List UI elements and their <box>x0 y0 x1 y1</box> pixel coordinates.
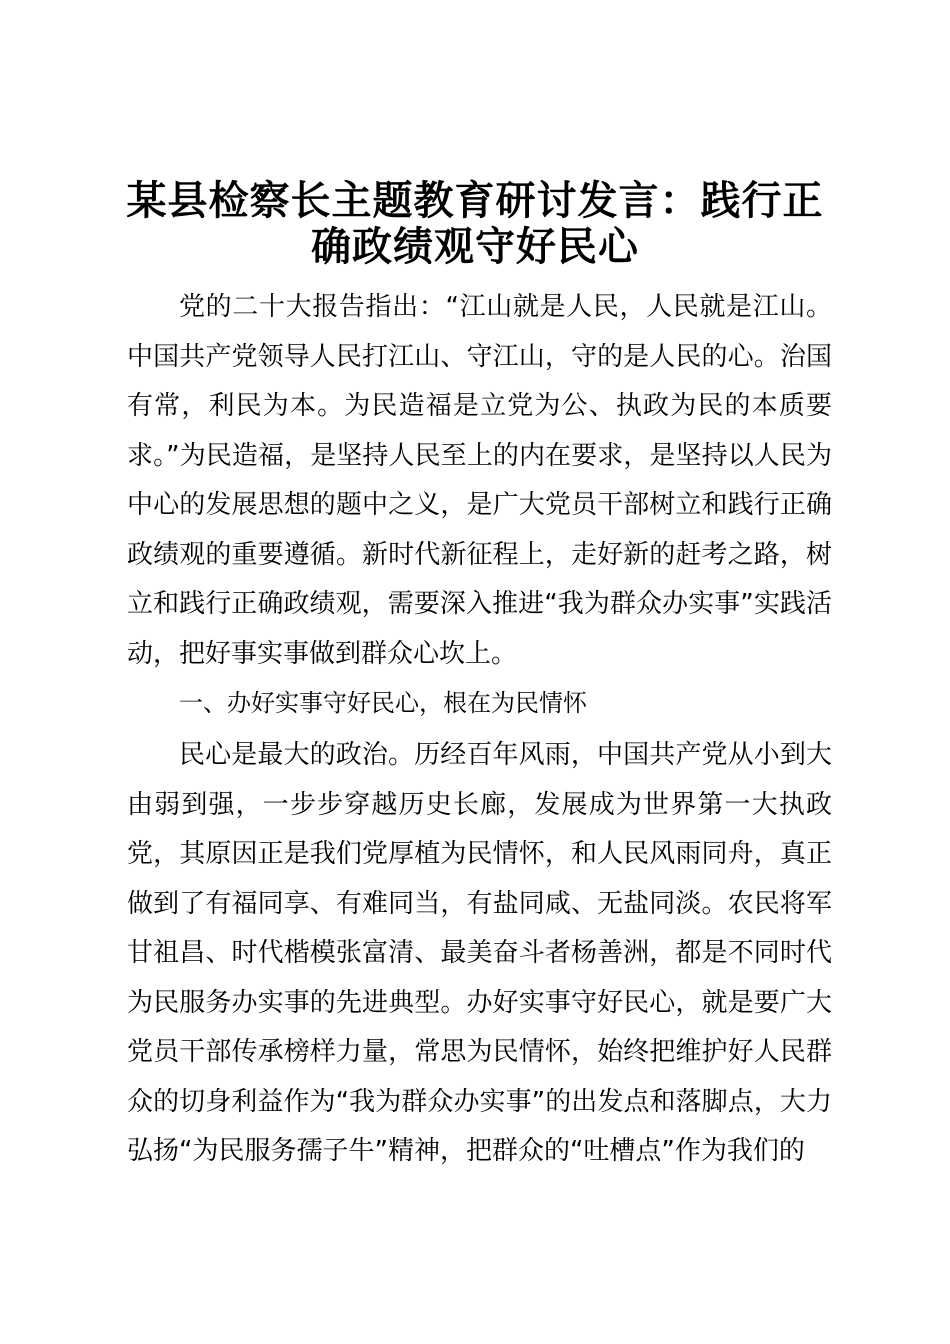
document-title: 某县检察长主题教育研讨发言：践行正确政绩观守好民心 <box>126 177 824 270</box>
section-paragraph: 民心是最大的政治。历经百年风雨，中国共产党从小到大由弱到强，一步步穿越历史长廊，发展成为世界第一大执政党，其原因正是我们党厚植为民情怀，和人民风雨同舟，真正做到了有福同享、有难同当，有盐同咸、无盐同淡。农民将军甘祖昌、时代楷模张富清、最美奋斗者杨善洲，都是不同时代为民服务办实事的先进典型。办好实事守好民心，就是要广大党员干部传承榜样力量，常思为民情怀，始终把维护好人民群众的切身利益作为“我为群众办实事”的出发点和落脚点，大力弘扬“为民服务孺子牛”精神，把群众的“吐槽点”作为我们的 <box>127 740 832 1166</box>
section-heading: 一、办好实事守好民心，根在为民情怀 <box>179 689 587 717</box>
intro-paragraph: 党的二十大报告指出：“江山就是人民，人民就是江山。中国共产党领导人民打江山、守江山，守的是人民的心。治国有常，利民为本。为民造福是立党为公、执政为民的本质要求。”为民造福，是坚持人民至上的内在要求，是坚持以人民为中心的发展思想的题中之义，是广大党员干部树立和践行正确政绩观的重要遵循。新时代新征程上，走好新的赶考之路，树立和践行正确政绩观，需要深入推进“我为群众办实事”实践活动，把好事实事做到群众心坎上。 <box>127 292 832 669</box>
